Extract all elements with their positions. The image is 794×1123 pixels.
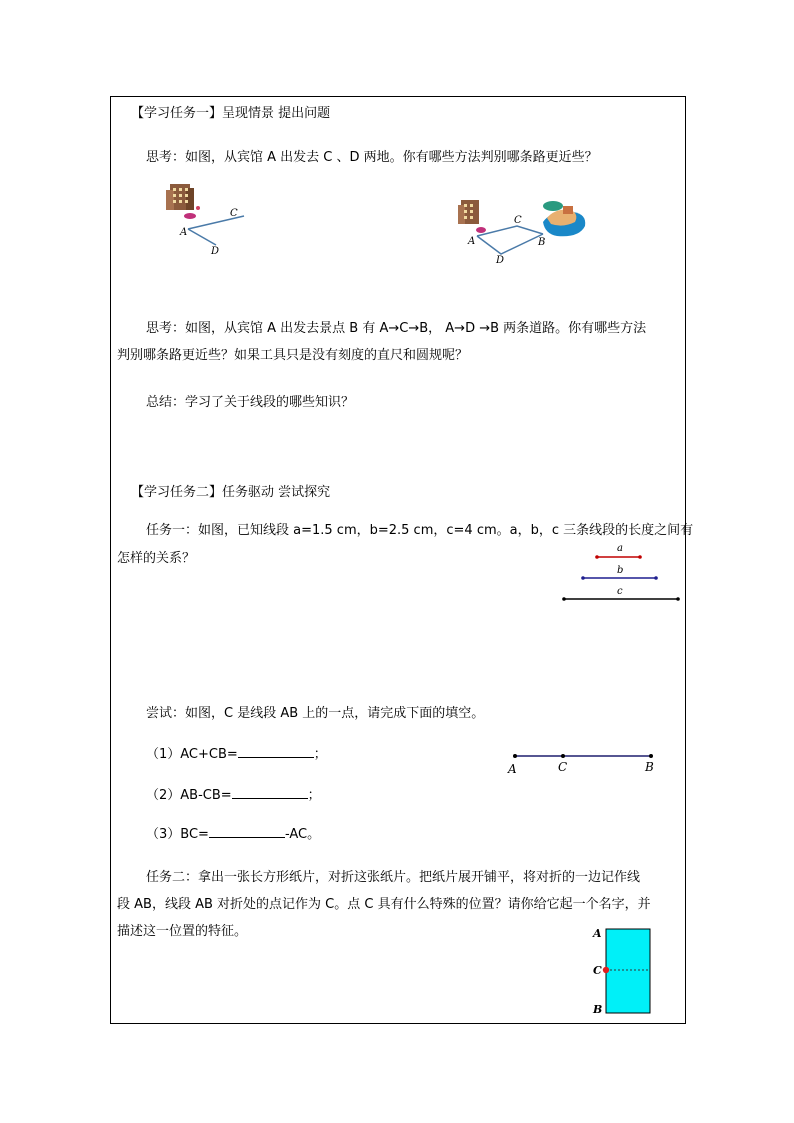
fig2-label-d: D (496, 255, 505, 266)
think2-line1: 思考：如图，从宾馆 A 出发去景点 B 有 A→C→B， A→D →B 两条道路。你有哪些方法 (146, 321, 647, 336)
route-a-d-b (477, 234, 546, 254)
fig2-label-b: B (538, 237, 546, 248)
fill-blank-3[interactable] (209, 825, 285, 838)
fill-blank-1[interactable] (238, 745, 314, 758)
figure2-hotel-to-scenic (455, 190, 595, 270)
point-c-label: C (558, 760, 568, 774)
q1-line2: 怎样的关系？ (117, 551, 196, 566)
task2-heading: 【学习任务二】任务驱动 尝试探究 (131, 485, 331, 500)
folded-paper-figure (590, 926, 654, 1018)
car-icon (184, 213, 196, 219)
route-a-to-d (188, 229, 216, 245)
rect-label-a: A (593, 927, 602, 940)
car-icon (476, 227, 486, 233)
fig2-label-c: C (514, 215, 522, 226)
think2-line2: 判别哪条路更近些？如果工具只是没有刻度的直尺和圆规呢？ (117, 348, 469, 363)
try-text: 尝试：如图，C 是线段 AB 上的一点，请完成下面的填空。 (146, 706, 485, 721)
q2-line2: 段 AB，线段 AB 对折处的点记作为 C。点 C 具有什么特殊的位置？请你给它起一个名字，并 (117, 897, 651, 912)
segment-c-label: c (617, 586, 623, 597)
paper-rectangle (606, 929, 650, 1013)
figure1-hotel-routes (160, 178, 260, 260)
point-b-label: B (645, 760, 654, 774)
rect-label-b: B (593, 1003, 603, 1016)
q1-line1: 任务一：如图，已知线段 a=1.5 cm，b=2.5 cm，c=4 cm。a，b，c 三条线段的长度之间有 (146, 523, 694, 538)
fig2-label-a: A (468, 236, 476, 247)
segment-b-label: b (617, 565, 624, 576)
point-a-label: A (508, 762, 517, 776)
fill-item-1: （1）AC+CB= ； (146, 747, 327, 762)
q2-line3: 描述这一位置的特征。 (117, 924, 248, 939)
fig1-label-a: A (180, 227, 188, 238)
fill-item-2: （2）AB-CB= ； (146, 788, 321, 803)
rect-label-c: C (593, 964, 602, 977)
midpoint-c (603, 967, 609, 973)
line-acb-figure (505, 748, 665, 776)
think1-text: 思考：如图，从宾馆 A 出发去 C 、D 两地。你有哪些方法判别哪条路更近些？ (146, 150, 598, 165)
fill-item-3: （3）BC= -AC。 (146, 827, 321, 842)
summary-text: 总结：学习了关于线段的哪些知识？ (146, 395, 355, 410)
fig1-label-d: D (211, 246, 220, 257)
task1-heading: 【学习任务一】呈现情景 提出问题 (131, 106, 331, 121)
fig1-label-c: C (230, 208, 238, 219)
segments-abc-figure (560, 540, 684, 604)
route-a-c-b (477, 226, 543, 236)
segment-a-label: a (617, 543, 623, 554)
q2-line1: 任务二：拿出一张长方形纸片，对折这张纸片。把纸片展开铺平，将对折的一边记作线 (146, 870, 641, 885)
pavilion-icon (543, 201, 563, 211)
fill-blank-2[interactable] (232, 786, 308, 799)
